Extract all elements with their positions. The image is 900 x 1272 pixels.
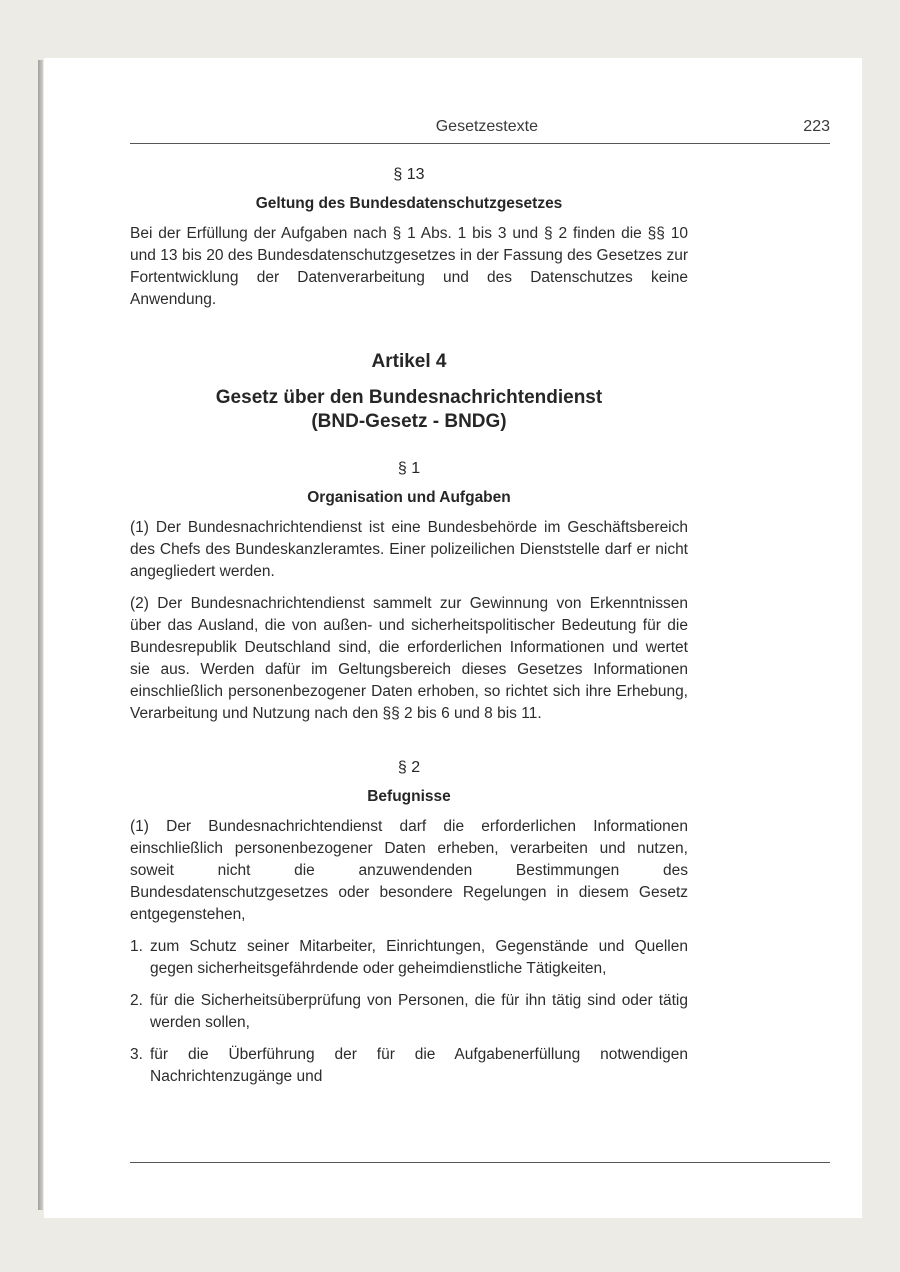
running-header	[130, 118, 830, 142]
list-item-text: für die Überführung der für die Aufgabenerfüllung notwendigen Nachrichtenzugänge und	[150, 1046, 688, 1085]
section-2-title: Befugnisse	[367, 788, 451, 805]
section-1-para-1: (1) Der Bundesnachrichtendienst ist eine Bundesbehörde im Geschäftsbereich des Chefs des Bundeskanzleramtes. Einer polizeilichen Dienststelle darf er nicht angegliedert werden.	[130, 519, 688, 580]
section-1-sign: § 1	[397, 460, 421, 477]
page-content	[130, 118, 830, 1088]
scan-edge	[38, 60, 43, 1210]
article-4-title-line2: (BND-Gesetz - BNDG)	[311, 411, 507, 432]
section-1-para-2: (2) Der Bundesnachrichtendienst sammelt zur Gewinnung von Erkenntnissen über das Ausland, die von außen- und sicherheitspolitischer Bedeutung für die Bundesrepublik Deutschland sind, die erforderlichen Informationen und wertet sie aus. Werden dafür im Geltungsbereich dieses Gesetzes Informationen einschließlich personenbezogener Daten erhoben, so richtet sich ihre Erhebung, Verarbeitung und Nutzung nach den §§ 2 bis 6 und 8 bis 11.	[130, 595, 688, 722]
article-4-title-line1: Gesetz über den Bundesnachrichtendienst	[215, 387, 603, 408]
list-item-number: 1.	[130, 938, 143, 955]
list-item	[130, 1044, 688, 1088]
section-13-sign: § 13	[393, 166, 425, 183]
section-13-title: Geltung des Bundesdatenschutzgesetzes	[255, 195, 563, 212]
list-item-number: 3.	[130, 1046, 143, 1063]
section-2-sign: § 2	[397, 759, 421, 776]
section-1-title: Organisation und Aufgaben	[307, 489, 511, 506]
list-item-text: zum Schutz seiner Mitarbeiter, Einrichtungen, Gegenstände und Quellen gegen sicherheitsgefährdende oder geheimdienstliche Tätigkeiten,	[150, 938, 688, 977]
list-item	[130, 936, 688, 980]
page-number: 223	[803, 118, 830, 135]
running-title: Gesetzestexte	[435, 118, 538, 135]
document-page	[44, 58, 862, 1218]
article-4-label: Artikel 4	[371, 351, 447, 372]
list-item-text: für die Sicherheitsüberprüfung von Personen, die für ihn tätig sind oder tätig werden sollen,	[150, 992, 688, 1031]
footer-rule	[130, 1162, 830, 1163]
section-13-text: Bei der Erfüllung der Aufgaben nach § 1 Abs. 1 bis 3 und § 2 finden die §§ 10 und 13 bis 20 des Bundesdatenschutzgesetzes in der Fassung des Gesetzes zur Fortentwicklung der Datenverarbeitung und des Datenschutzes keine Anwendung.	[130, 225, 688, 308]
section-2-para-1: (1) Der Bundesnachrichtendienst darf die erforderlichen Informationen einschließlich personenbezogener Daten erheben, verarbeiten und nutzen, soweit nicht die anzuwendenden Bestimmungen des Bundesdatenschutzgesetzes oder besondere Regelungen in diesem Gesetz entgegenstehen,	[130, 818, 688, 923]
list-item	[130, 990, 688, 1034]
list-item-number: 2.	[130, 992, 143, 1009]
